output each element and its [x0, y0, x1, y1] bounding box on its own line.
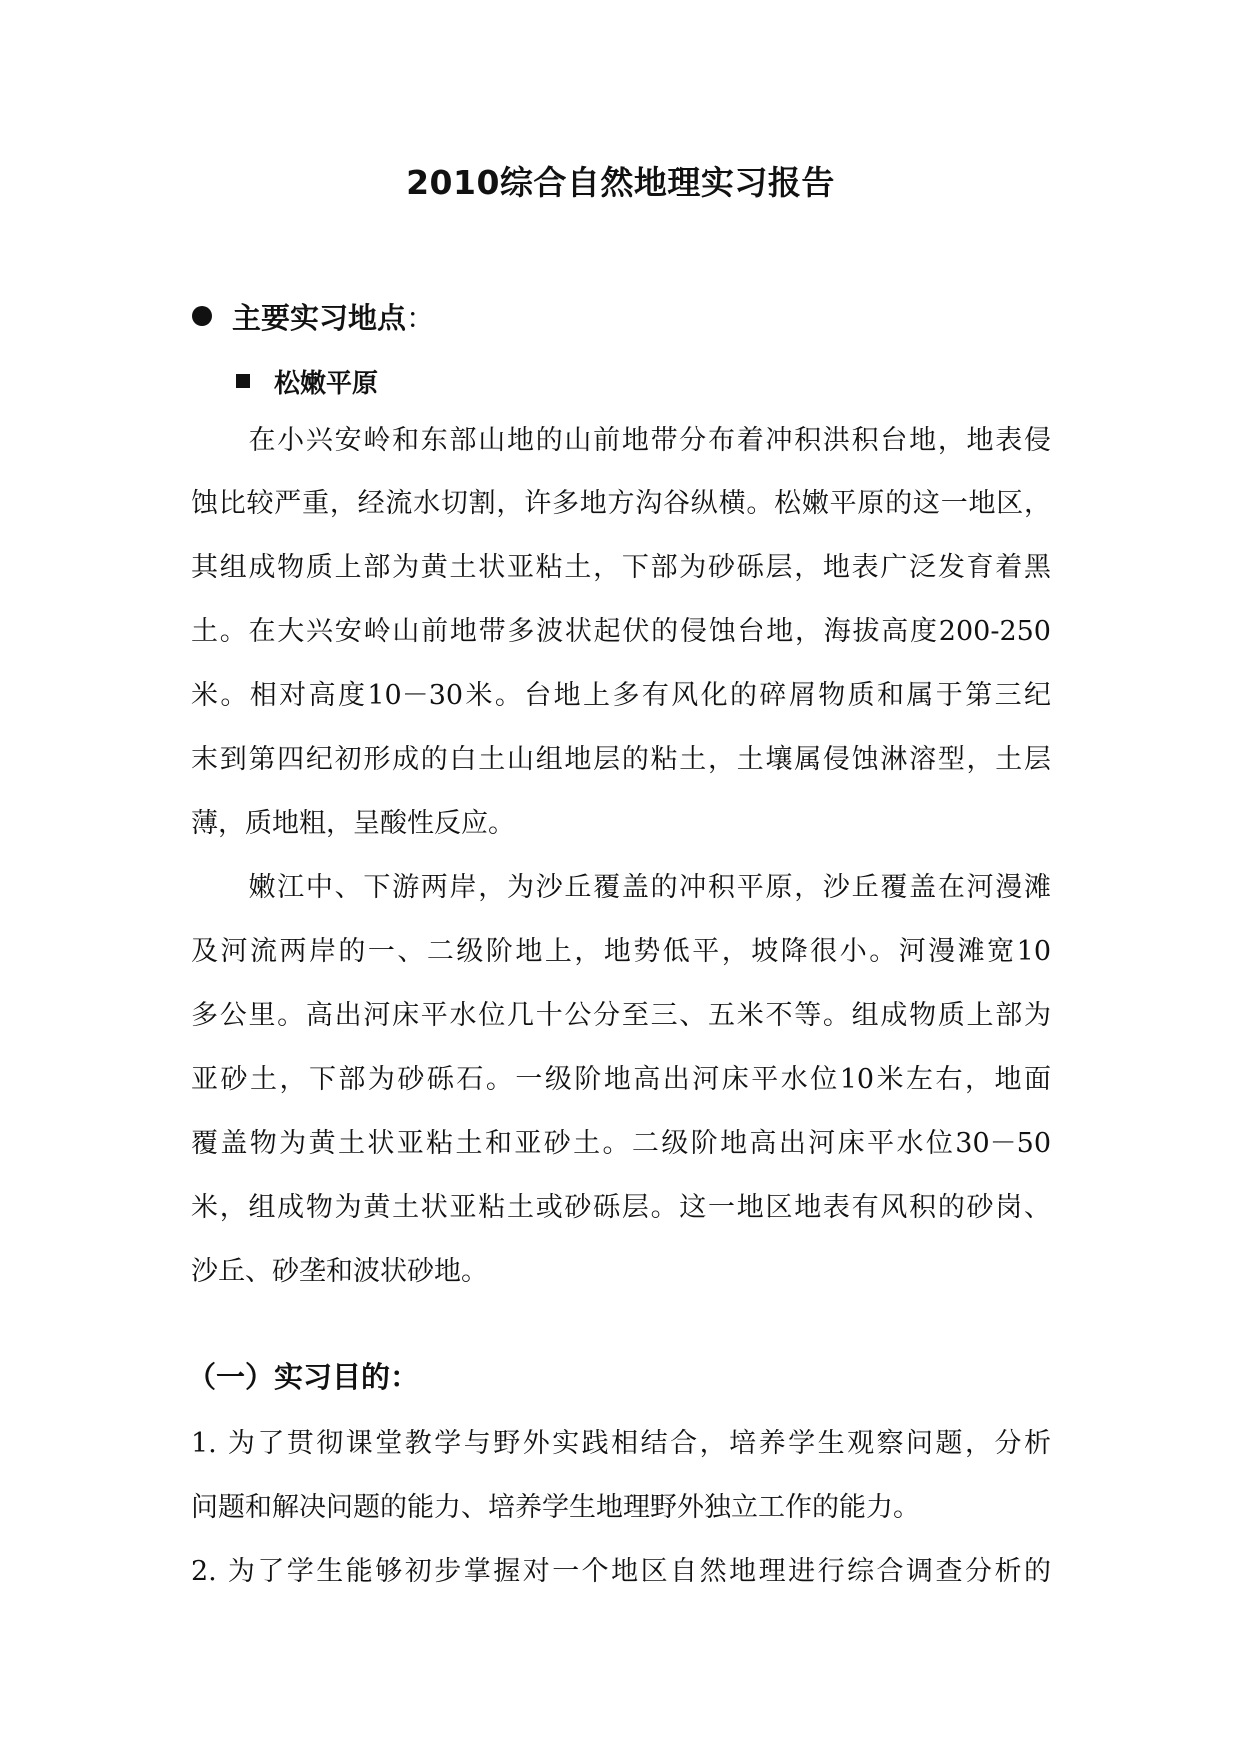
section-heading-text: 主要实习地点	[232, 300, 407, 335]
circle-bullet-icon	[192, 306, 212, 326]
paragraph-line: 在小兴安岭和东部山地的山前地带分布着冲积洪积台地，地表侵	[191, 425, 1051, 456]
paragraph-line: 多公里。高出河床平水位几十公分至三、五米不等。组成物质上部为	[191, 1000, 1051, 1031]
paragraph-line: 米。相对高度10－30米。台地上多有风化的碎屑物质和属于第三纪	[191, 680, 1051, 711]
paragraph-line: 末到第四纪初形成的白土山组地层的粘土，土壤属侵蚀淋溶型，土层	[191, 744, 1051, 775]
section-heading-colon: ：	[406, 300, 436, 335]
subsection-heading-text: 松嫩平原	[274, 368, 379, 399]
paragraph-line: 土。在大兴安岭山前地带多波状起伏的侵蚀台地，海拔高度200-250	[191, 616, 1051, 647]
section-heading-main-locations	[192, 293, 435, 339]
paragraph-line: 沙丘、砂垄和波状砂地。	[191, 1256, 488, 1287]
purpose-line: 问题和解决问题的能力、培养学生地理野外独立工作的能力。	[191, 1492, 920, 1523]
paragraph-line: 覆盖物为黄土状亚粘土和亚砂土。二级阶地高出河床平水位30－50	[191, 1128, 1051, 1159]
document-title: 2010综合自然地理实习报告	[406, 163, 835, 202]
purpose-line: 1. 为了贯彻课堂教学与野外实践相结合，培养学生观察问题，分析	[191, 1428, 1051, 1459]
paragraph-line: 其组成物质上部为黄土状亚粘土，下部为砂砾层，地表广泛发育着黑	[191, 552, 1051, 583]
square-bullet-icon	[236, 374, 250, 388]
section-heading-purpose: （一）实习目的：	[187, 1359, 420, 1394]
paragraph-line: 蚀比较严重，经流水切割，许多地方沟谷纵横。松嫩平原的这一地区，	[191, 488, 1051, 519]
paragraph-line: 亚砂土，下部为砂砾石。一级阶地高出河床平水位10米左右，地面	[191, 1064, 1051, 1095]
paragraph-line: 薄，质地粗，呈酸性反应。	[191, 808, 515, 839]
subsection-heading-songnen-plain	[236, 358, 378, 404]
paragraph-line: 米，组成物为黄土状亚粘土或砂砾层。这一地区地表有风积的砂岗、	[191, 1192, 1051, 1223]
paragraph-line: 嫩江中、下游两岸，为沙丘覆盖的冲积平原，沙丘覆盖在河漫滩	[191, 872, 1051, 903]
paragraph-line: 及河流两岸的一、二级阶地上，地势低平，坡降很小。河漫滩宽10	[191, 936, 1051, 967]
purpose-line: 2. 为了学生能够初步掌握对一个地区自然地理进行综合调查分析的	[191, 1556, 1051, 1587]
